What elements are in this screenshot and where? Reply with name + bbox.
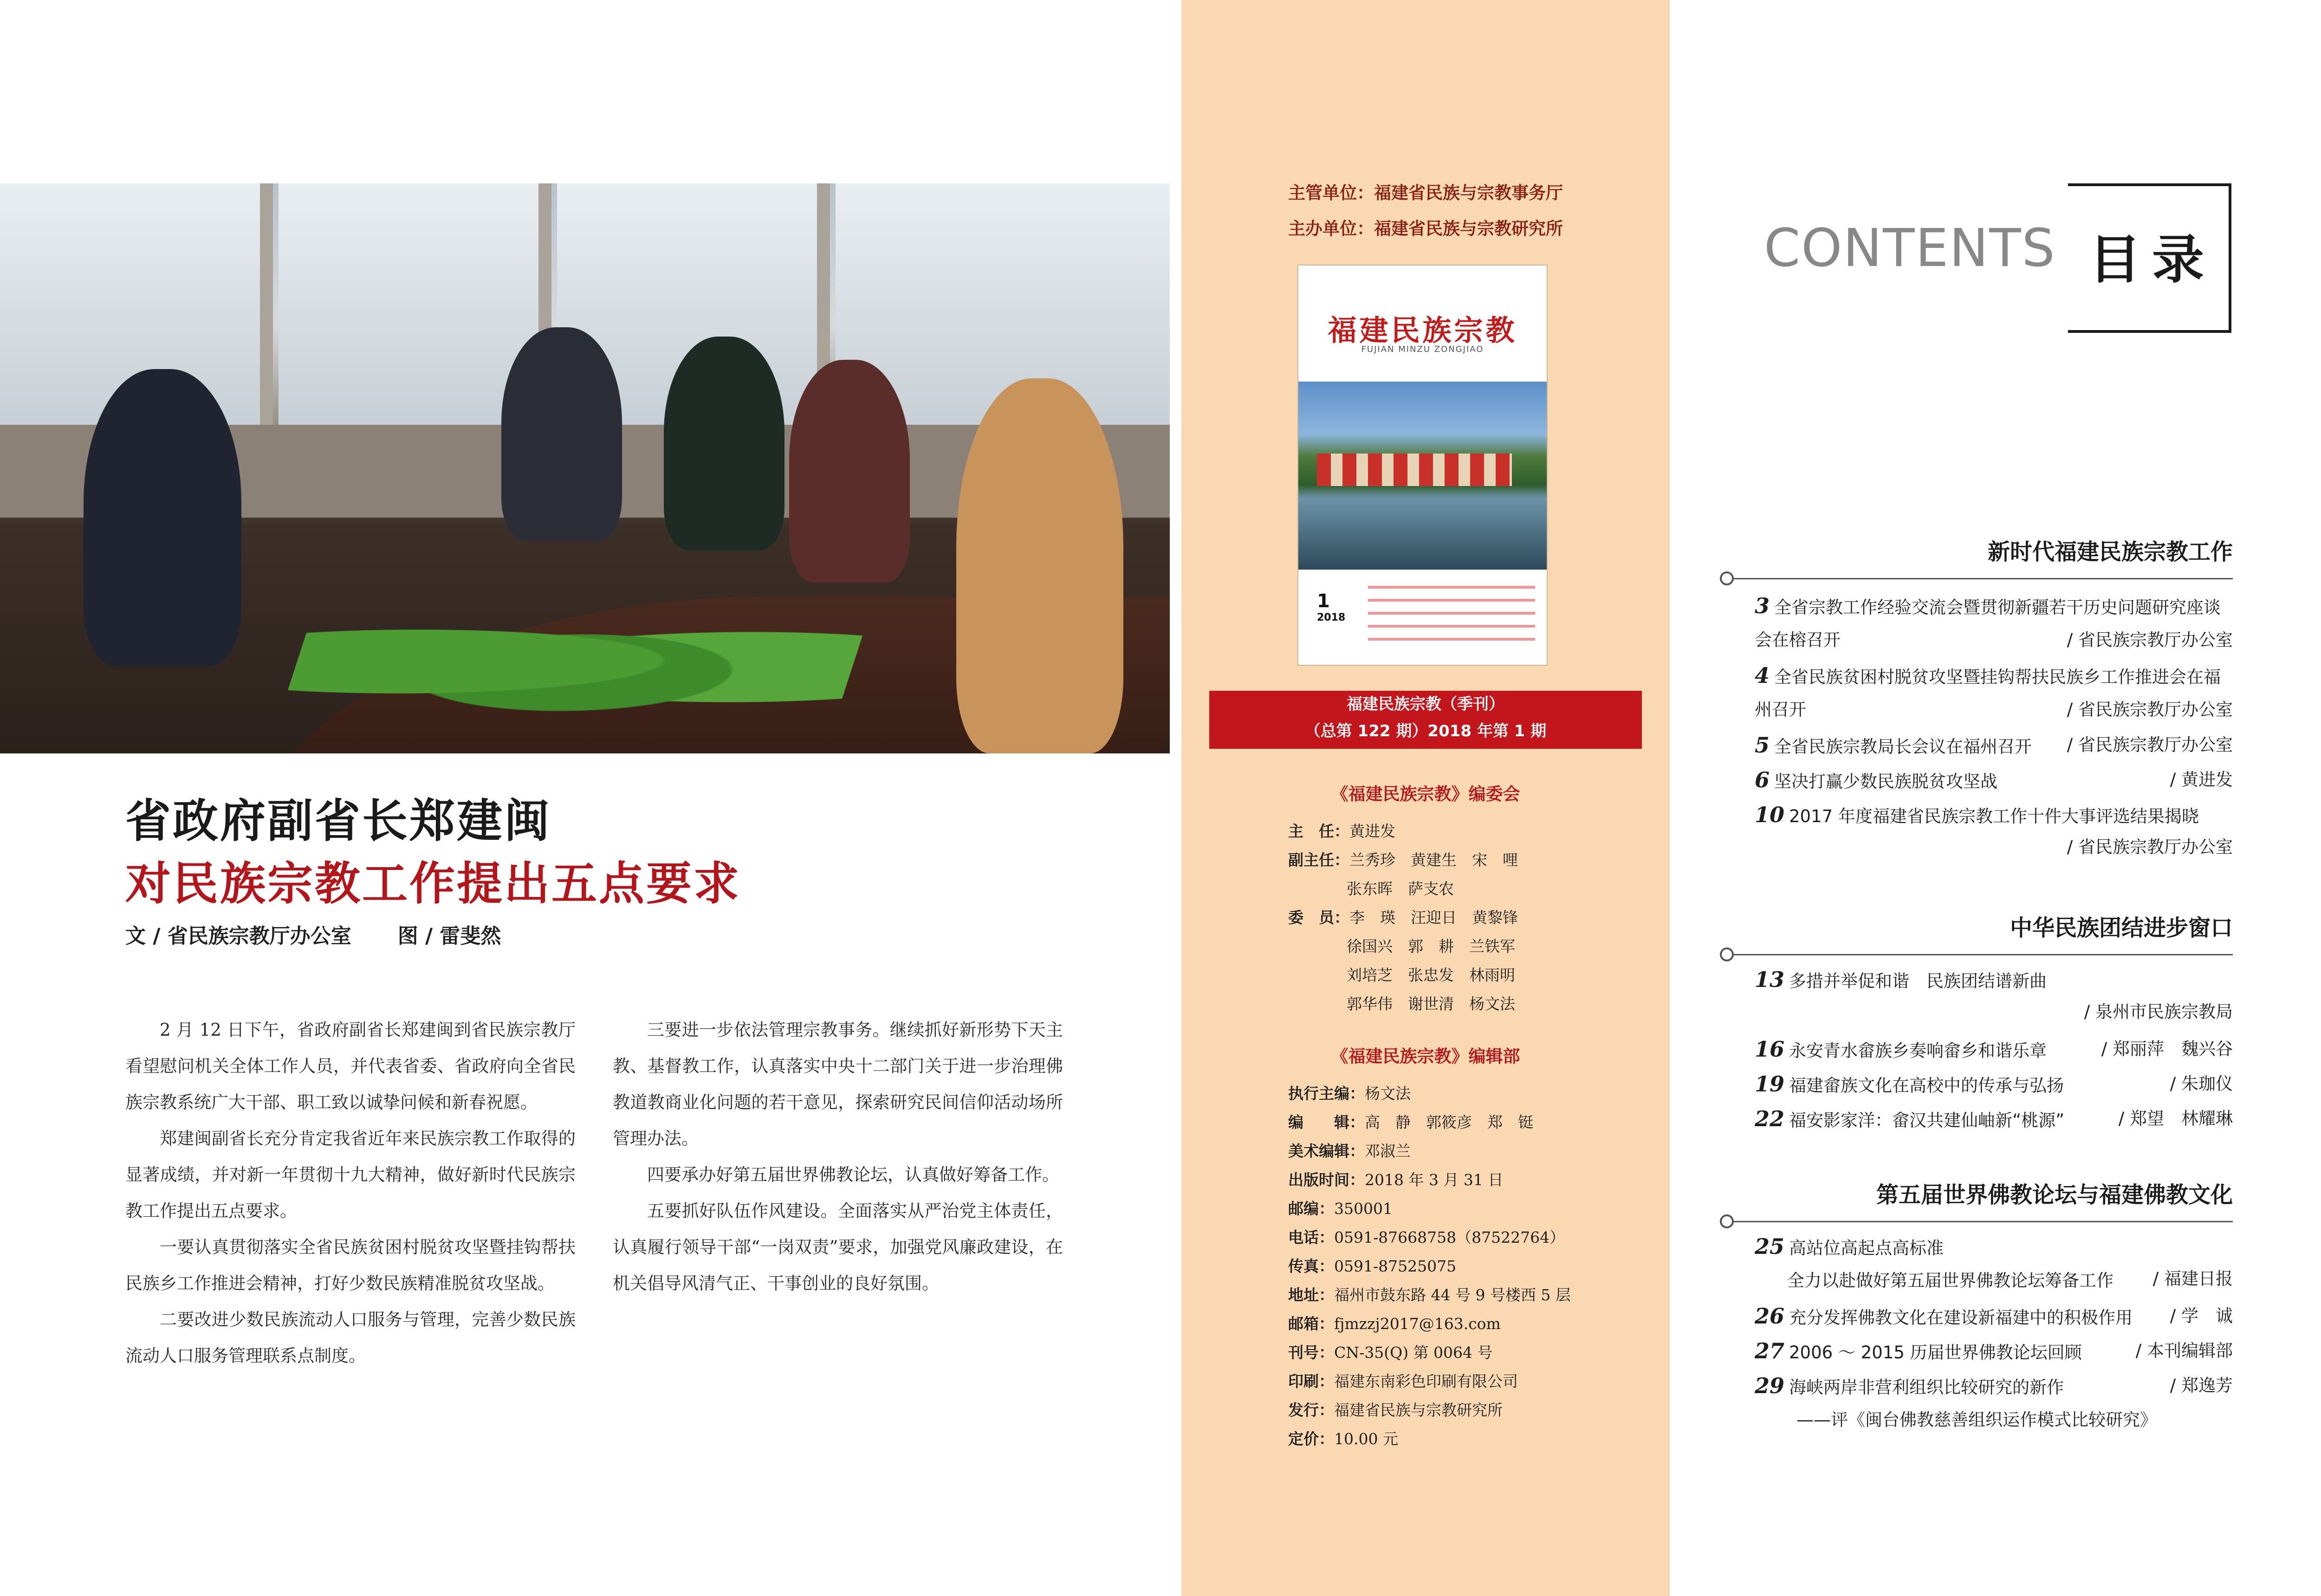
committee-row: 副主任：兰秀珍 黄建生 宋 哩 [1288, 851, 1518, 869]
byline-text: 文 / 省民族宗教厅办公室 [125, 924, 351, 948]
editorial-row: 邮箱：fjmzzj2017@163.com [1288, 1315, 1501, 1333]
toc-entry[interactable]: 25 高站位高起点高标准 全力以赴做好第五届世界佛教论坛筹备工作 / 福建日报 [1755, 1234, 2233, 1291]
cover-headline-lines [1368, 586, 1535, 642]
editorial-title: 《福建民族宗教》编辑部 [1331, 1046, 1520, 1066]
committee-title: 《福建民族宗教》编委会 [1331, 784, 1520, 804]
section-rule [1727, 954, 2233, 955]
toc-entry[interactable]: 10 2017 年度福建省民族宗教工作十件大事评选结果揭晓 / 省民族宗教厅办公室 [1755, 802, 2233, 857]
article-paragraph: 三要进一步依法管理宗教事务。继续抓好新形势下天主教、基督教工作，认真落实中央十二部门关于进一步治理佛教道教商业化问题的若干意见，探索研究民间信仰活动场所管理办法。 [613, 1020, 1063, 1148]
editorial-row: 编 辑：高 静 郭筱彦 郑 铤 [1288, 1113, 1533, 1131]
editorial-row: 地址：福州市鼓东路 44 号 9 号楼西 5 层 [1288, 1286, 1571, 1304]
sponsor-line: 主办单位：福建省民族与宗教研究所 [1288, 219, 1563, 239]
masthead-panel [1181, 0, 1670, 1596]
section-title: 新时代福建民族宗教工作 [1987, 539, 2233, 565]
editorial-row: 印刷：福建东南彩色印刷有限公司 [1288, 1372, 1518, 1390]
article-column-2 [613, 1012, 1063, 1302]
toc-entry[interactable]: 5 全省民族宗教局长会议在福州召开 / 省民族宗教厅办公室 [1755, 733, 2233, 758]
editorial-row: 出版时间：2018 年 3 月 31 日 [1288, 1171, 1504, 1189]
article-paragraph: 2 月 12 日下午，省政府副省长郑建闽到省民族宗教厅看望慰问机关全体工作人员，并代表省委、省政府向全省民族宗教系统广大干部、职工致以诚挚问候和新春祝愿。 [125, 1020, 576, 1112]
editorial-row: 邮编：350001 [1288, 1200, 1393, 1218]
cover-title: 福建民族宗教 [1328, 313, 1517, 347]
issue-banner-number: （总第 122 期）2018 年第 1 期 [1304, 722, 1547, 740]
article-paragraph: 四要承办好第五届世界佛教论坛，认真做好筹备工作。 [647, 1165, 1059, 1185]
toc-entry[interactable]: 6 坚决打赢少数民族脱贫攻坚战 / 黄进发 [1755, 767, 2233, 792]
section-title: 第五届世界佛教论坛与福建佛教文化 [1876, 1182, 2233, 1208]
editorial-row: 发行：福建省民族与宗教研究所 [1288, 1401, 1503, 1419]
cover-pinyin: FUJIAN MINZU ZONGJIAO [1361, 344, 1484, 354]
committee-row: 委 员：李 瑛 汪迎日 黄黎锋 [1288, 908, 1518, 927]
committee-row: 徐国兴 郭 耕 兰铁军 [1347, 937, 1515, 955]
editorial-list [1288, 1079, 1571, 1453]
toc-entry[interactable]: 19 福建畲族文化在高校中的传承与弘扬 / 朱珈仪 [1755, 1071, 2233, 1096]
byline [125, 919, 501, 949]
article-paragraph: 二要改进少数民族流动人口服务与管理，完善少数民族流动人口服务管理联系点制度。 [125, 1310, 576, 1366]
headline-line1: 省政府副省长郑建闽 [125, 794, 552, 848]
cover-issue-number: 1 [1317, 590, 1330, 612]
toc-entry[interactable]: 3 全省宗教工作经验交流会暨贯彻新疆若干历史问题研究座谈会在榕召开 / 省民族宗教厅办公室 [1755, 593, 2233, 650]
article-paragraph: 一要认真贯彻落实全省民族贫困村脱贫攻坚暨挂钩帮扶民族乡工作推进会精神，打好少数民族精准脱贫攻坚战。 [125, 1237, 576, 1293]
toc-entry[interactable]: 27 2006 ～ 2015 历届世界佛教论坛回顾 / 本刊编辑部 [1755, 1338, 2233, 1363]
cover-thumbnail [1297, 265, 1548, 666]
cover-issue [1317, 590, 1345, 623]
section-title: 中华民族团结进步窗口 [2010, 915, 2233, 941]
editorial-row: 电话：0591-87668758（87522764） [1288, 1228, 1565, 1246]
editorial-row: 刊号：CN-35(Q) 第 0064 号 [1288, 1343, 1493, 1362]
section-dot-icon [1720, 947, 1734, 961]
supervisor-line: 主管单位：福建省民族与宗教事务厅 [1288, 183, 1563, 203]
issue-banner-title: 福建民族宗教（季刊） [1347, 695, 1504, 714]
committee-row: 刘培芝 张忠发 林雨明 [1347, 966, 1515, 984]
editorial-row: 执行主编：杨文法 [1288, 1084, 1411, 1103]
meeting-photo [0, 183, 1170, 753]
mulu-label: 目录 [2089, 230, 2215, 290]
toc-entry[interactable]: 4 全省民族贫困村脱贫攻坚暨挂钩帮扶民族乡工作推进会在福州召开 / 省民族宗教厅办公室 [1755, 663, 2233, 720]
article-paragraph: 郑建闽副省长充分肯定我省近年来民族宗教工作取得的显著成绩，并对新一年贯彻十九大精神，做好新时代民族宗教工作提出五点要求。 [125, 1129, 576, 1221]
editorial-row: 传真：0591-87525075 [1288, 1257, 1457, 1275]
article-paragraph: 五要抓好队伍作风建设。全面落实从严治党主体责任，认真履行领导干部“一岗双责”要求，加强党风廉政建设，在机关倡导风清气正、干事创业的良好氛围。 [613, 1201, 1063, 1293]
toc-entry[interactable]: 13 多措并举促和谐 民族团结谱新曲 / 泉州市民族宗教局 [1755, 967, 2233, 1022]
toc-entry[interactable]: 22 福安影家洋：畲汉共建仙岫新“桃源” / 郑望 林耀琳 [1755, 1106, 2233, 1131]
toc-entry[interactable]: 29 海峡两岸非营利组织比较研究的新作 ——评《闽台佛教慈善组织运作模式比较研究》 / 郑逸芳 [1755, 1373, 2233, 1430]
section-dot-icon [1720, 1214, 1734, 1228]
editorial-row: 定价：10.00 元 [1288, 1430, 1398, 1448]
toc-entry[interactable]: 16 永安青水畲族乡奏响畲乡和谐乐章 / 郑丽萍 魏兴谷 [1755, 1037, 2233, 1062]
article-column-1 [125, 1012, 576, 1374]
byline-photo: 图 / 雷斐然 [397, 924, 501, 948]
cover-building [1317, 454, 1512, 486]
editorial-row: 美术编辑：邓淑兰 [1288, 1142, 1411, 1160]
contents-label: CONTENTS [1764, 218, 2056, 279]
issue-banner [1209, 691, 1642, 749]
toc-entry[interactable]: 26 充分发挥佛教文化在建设新福建中的积极作用 / 学 诚 [1755, 1304, 2233, 1329]
section-rule [1727, 578, 2233, 579]
section-rule [1727, 1221, 2233, 1222]
committee-row: 郭华伟 谢世清 杨文法 [1347, 995, 1515, 1013]
cover-year: 2018 [1317, 612, 1346, 623]
committee-list [1288, 817, 1518, 1019]
committee-row: 主 任：黄进发 [1288, 822, 1395, 840]
section-dot-icon [1720, 571, 1734, 585]
committee-row: 张东晖 萨支农 [1347, 880, 1454, 898]
headline-line2: 对民族宗教工作提出五点要求 [125, 857, 741, 910]
